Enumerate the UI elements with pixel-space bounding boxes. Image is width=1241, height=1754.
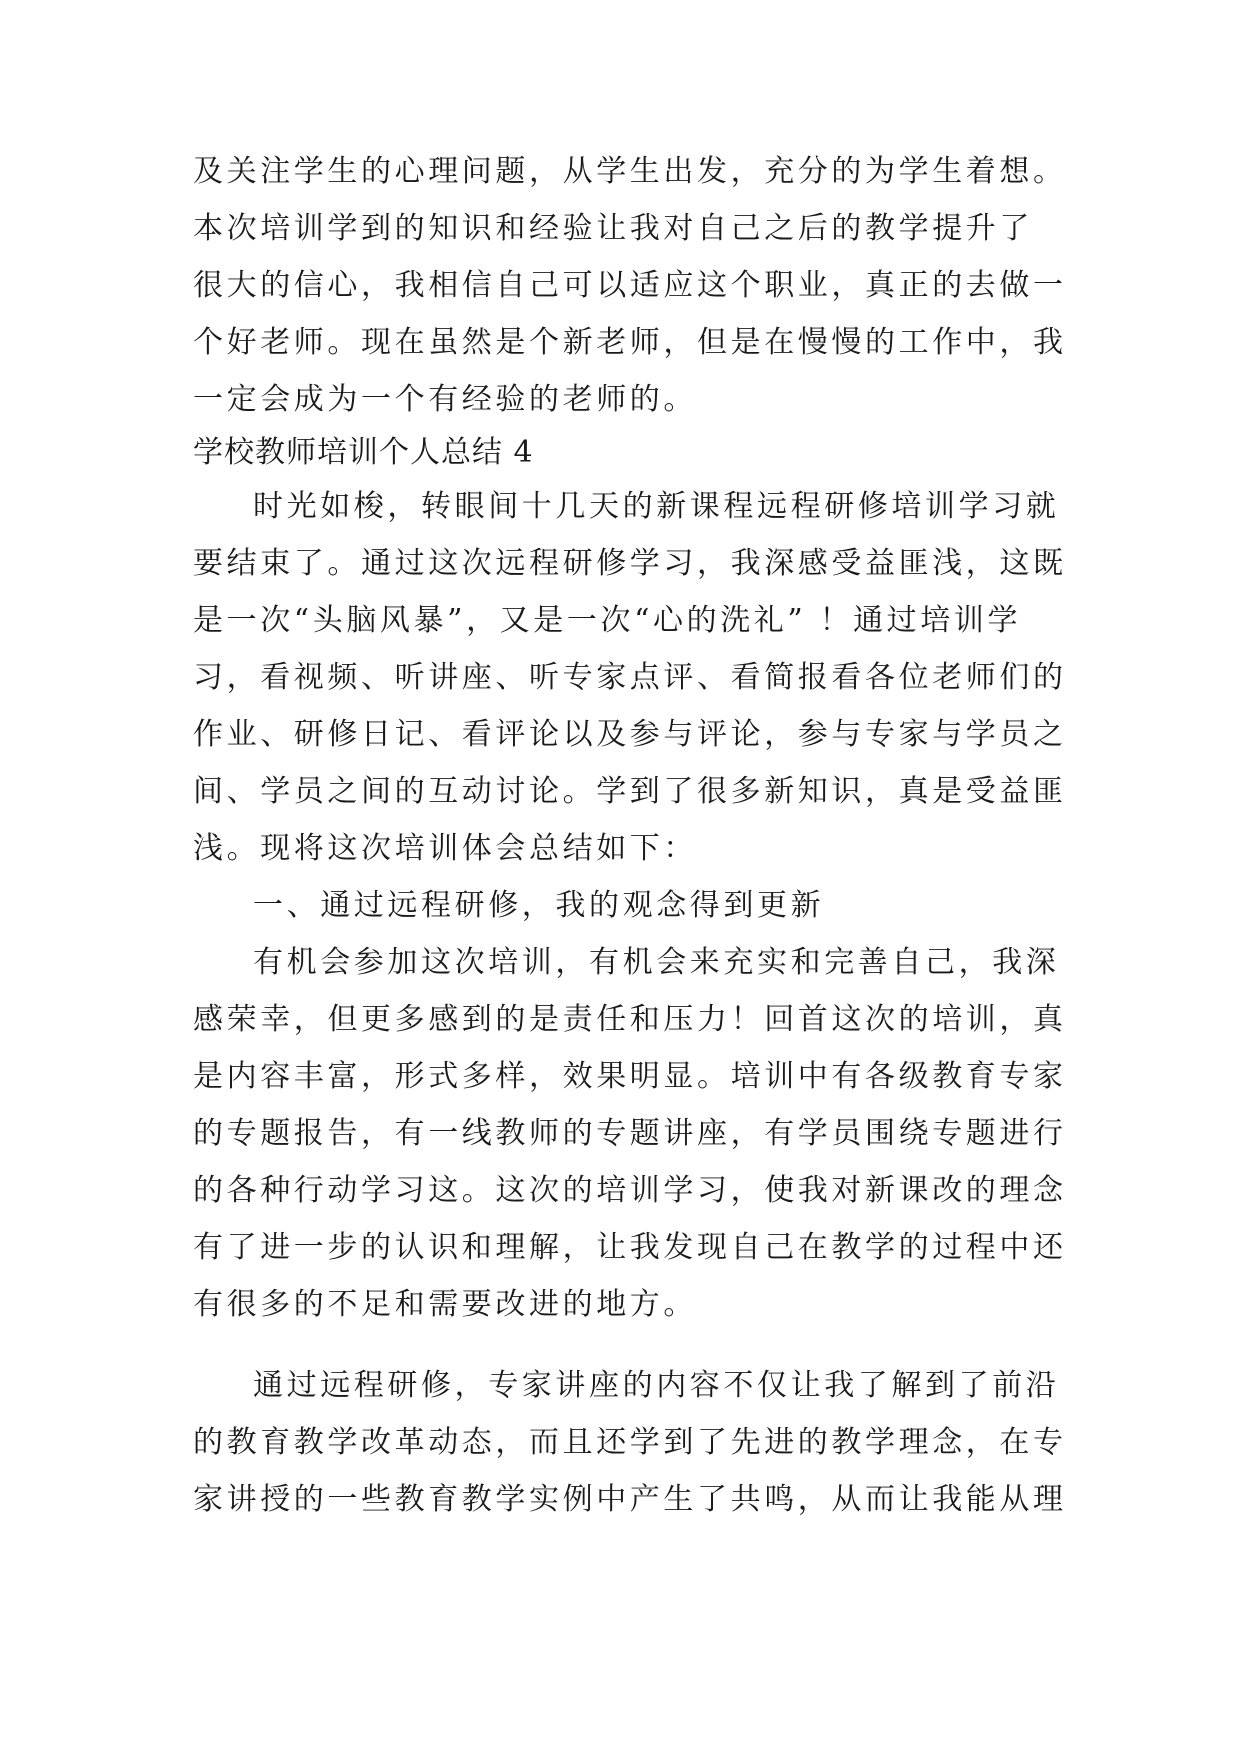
text-line: 很大的信心，我相信自己可以适应这个职业，真正的去做一 (193, 268, 1067, 303)
text-line: 感荣幸，但更多感到的是责任和压力！回首这次的培训，真 (193, 1002, 1067, 1037)
text-line: 的教育教学改革动态，而且还学到了先进的教学理念，在专 (193, 1425, 1067, 1460)
paragraph-first-line: 通过远程研修，专家讲座的内容不仅让我了解到了前沿 (253, 1368, 1060, 1403)
text-line: 要结束了。通过这次远程研修学习，我深感受益匪浅，这既 (193, 546, 1067, 581)
text-line: 有了进一步的认识和理解，让我发现自己在教学的过程中还 (193, 1230, 1067, 1265)
text-line: 作业、研修日记、看评论以及参与评论，参与专家与学员之 (193, 717, 1067, 752)
subheading: 一、通过远程研修，我的观念得到更新 (253, 888, 825, 923)
text-line: 是内容丰富，形式多样，效果明显。培训中有各级教育专家 (193, 1059, 1067, 1094)
text-line: 及关注学生的心理问题，从学生出发，充分的为学生着想。 (193, 154, 1067, 189)
text-line: 一定会成为一个有经验的老师的。 (193, 382, 697, 417)
section-heading: 学校教师培训个人总结 4 (193, 435, 534, 470)
paragraph-first-line: 时光如梭，转眼间十几天的新课程远程研修培训学习就 (253, 489, 1060, 524)
text-line: 是一次“头脑风暴”，又是一次“心的洗礼” ！通过培训学 (193, 603, 1022, 638)
text-line: 的专题报告，有一线教师的专题讲座，有学员围绕专题进行 (193, 1116, 1067, 1151)
text-line: 的各种行动学习这。这次的培训学习，使我对新课改的理念 (193, 1173, 1067, 1208)
text-line: 浅。现将这次培训体会总结如下： (193, 831, 697, 866)
text-line: 间、学员之间的互动讨论。学到了很多新知识，真是受益匪 (193, 774, 1067, 809)
text-line: 个好老师。现在虽然是个新老师，但是在慢慢的工作中，我 (193, 325, 1067, 360)
text-line: 有很多的不足和需要改进的地方。 (193, 1287, 697, 1322)
text-line: 习，看视频、听讲座、听专家点评、看简报看各位老师们的 (193, 660, 1067, 695)
paragraph-first-line: 有机会参加这次培训，有机会来充实和完善自己，我深 (253, 945, 1060, 980)
text-line: 家讲授的一些教育教学实例中产生了共鸣，从而让我能从理 (193, 1482, 1067, 1517)
text-line: 本次培训学到的知识和经验让我对自己之后的教学提升了 (193, 211, 1033, 246)
